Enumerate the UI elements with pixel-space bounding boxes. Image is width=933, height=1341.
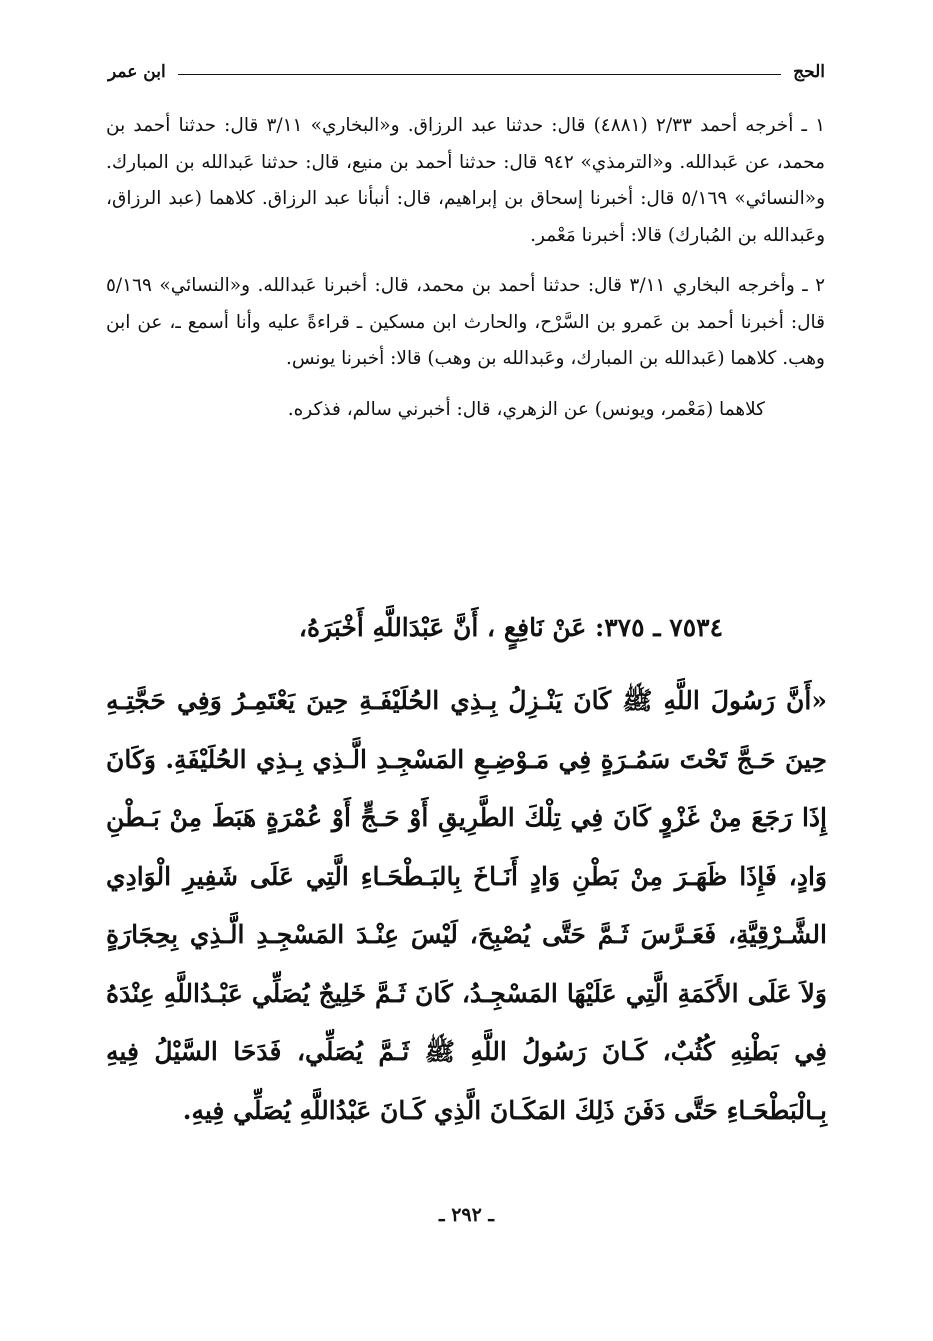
footnote-2: ٢ ـ وأخرجه البخاري ٣/١١ قال: حدثنا أحمد بن محمد، قال: أخبرنا عَبدالله. و«النسائي» ٥/١٦٩ قال: أخبرنا أحمد بن عَمرو بن السَّرْح، والحارث ابن مسكين ـ قراءةً عليه وأنا أسمع ـ، عن ابن وهب. كلاهما (عَبدالله بن المبارك، وعَبدالله بن وهب) قالا: أخبرنا يونس. [106,275,825,369]
hadith-text: «أَنَّ رَسُولَ اللَّهِ ﷺ كَانَ يَنْـزِلُ بِـذِي الحُلَيْفَـةِ حِينَ يَعْتَمِـرُ وَفِي حَجَّتِـهِ حِينَ حَـجَّ تَحْتَ سَمُـرَةٍ فِي مَـوْضِـعِ المَسْجِـدِ الَّـذِي بِـذِي الحُلَيْفَةِ. وَكَانَ إِذَا رَجَعَ مِنْ غَزْوٍ كَانَ فِي تِلْكَ الطَّرِيقِ أَوْ حَـجٍّ أَوْ عُمْرَةٍ هَبَطَ مِنْ بَـطْنِ وَادٍ، فَإِذَا ظَهَـرَ مِنْ بَطْنِ وَادٍ أَنَـاخَ بِالبَـطْحَـاءِ الَّتِي عَلَى شَفِيرِ الْوَادِي الشَّـرْقِيَّةِ، فَعَـرَّسَ ثَـمَّ حَتَّى يُصْبِحَ، لَيْسَ عِنْـدَ المَسْجِـدِ الَّـذِي بِحِجَارَةٍ وَلاَ عَلَى الأَكَمَةِ الَّتِي عَلَيْهَا المَسْجِـدُ، كَانَ ثَـمَّ خَلِيجٌ يُصَلِّي عَبْـدُاللَّهِ عِنْدَهُ فِي بَطْنِهِ كُثُبٌ، كَـانَ رَسُولُ اللَّهِ ﷺ ثَـمَّ يُصَلِّي، فَدَحَا السَّيْلُ فِيهِ بِـالْبَطْحَـاءِ حَتَّى دَفَنَ ذَلِكَ المَكَـانَ الَّذِي كَـانَ عَبْدُاللَّهِ يُصَلِّي فِيهِ. [106,686,827,1125]
header-narrator-name: ابن عمر [108,62,166,82]
running-header [108,62,825,82]
footnotes-block [106,108,825,442]
footnote-1: ١ ـ أخرجه أحمد ٢/٣٣ (٤٨٨١) قال: حدثنا عبد الرزاق. و«البخاري» ٣/١١ قال: حدثنا أحمد بن محمد، عن عَبدالله. و«الترمذي» ٩٤٢ قال: حدثنا أحمد بن منيع، قال: حدثنا عَبدالله بن المبارك. و«النسائي» ٥/١٦٩ قال: أخبرنا إسحاق بن إبراهيم، قال: أنبأنا عبد الرزاق. كلاهما (عبد الرزاق، وعَبدالله بن المُبارك) قالا: أخبرنا مَعْمر. [106,115,826,246]
header-section-title: الحج [793,62,825,82]
header-rule [178,74,781,75]
footnote-summary: كلاهما (مَعْمر، ويونس) عن الزهري، قال: أخبرني سالم، فذكره. [287,398,765,420]
page-number: ـ ٢٩٢ ـ [439,1204,494,1226]
hadith-heading: ٧٥٣٤ ـ ٣٧٥: عَنْ نَافِعٍ ، أَنَّ عَبْدَاللَّهِ أَخْبَرَهُ، [298,613,723,642]
